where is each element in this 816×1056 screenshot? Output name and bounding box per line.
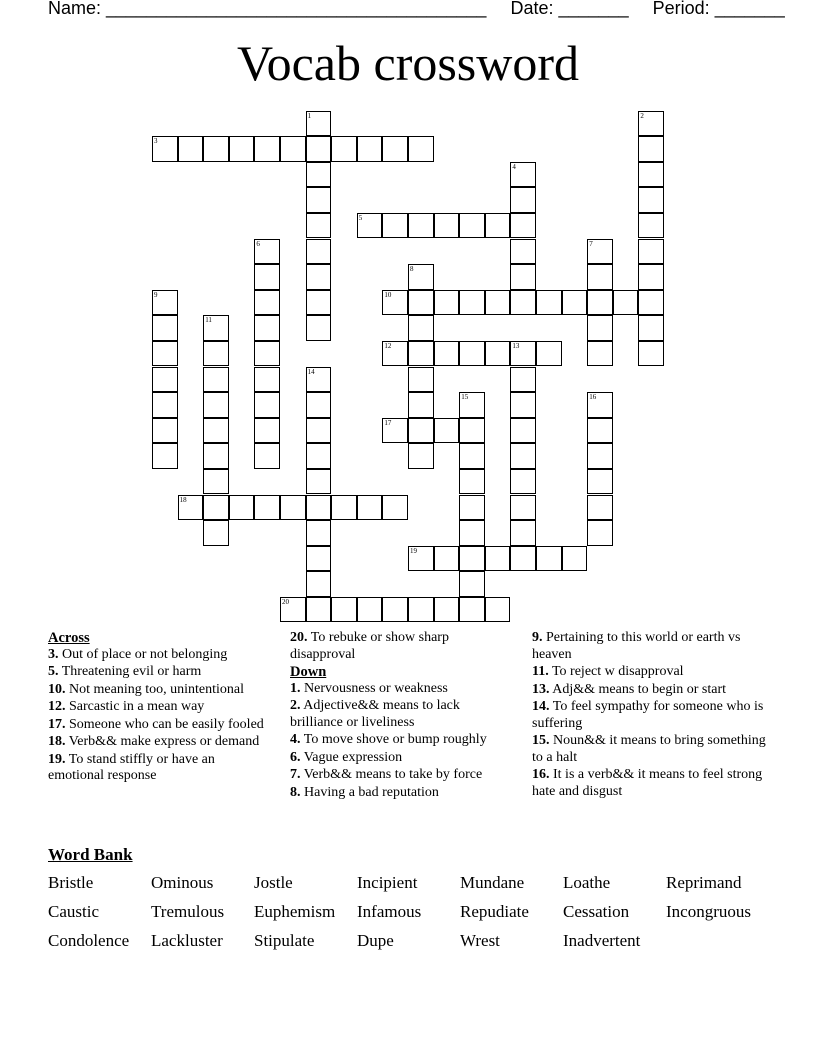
crossword-cell[interactable]	[459, 597, 485, 623]
crossword-cell[interactable]	[587, 341, 613, 367]
clue-number: 15	[461, 393, 469, 402]
word-bank-word: Cessation	[563, 902, 630, 921]
clue-text: Noun&& it means to bring something to a halt	[532, 733, 766, 765]
crossword-cell[interactable]	[306, 111, 332, 137]
crossword-cell[interactable]	[510, 239, 536, 265]
crossword-cell[interactable]	[434, 597, 460, 623]
crossword-cell[interactable]	[408, 341, 434, 367]
crossword-cell[interactable]	[510, 213, 536, 239]
crossword-cell[interactable]	[638, 111, 664, 137]
crossword-cell[interactable]	[587, 264, 613, 290]
clue-number-label: 12.	[48, 699, 66, 714]
word-bank-word: Loathe	[563, 873, 611, 892]
word-bank-word: Repudiate	[460, 902, 529, 921]
crossword-cell[interactable]	[459, 341, 485, 367]
crossword-cell[interactable]	[254, 443, 280, 469]
clue-number-label: 3.	[48, 646, 59, 662]
crossword-cell[interactable]	[306, 495, 332, 521]
crossword-cell[interactable]	[254, 136, 280, 162]
clue-number-label: 2.	[290, 698, 301, 713]
clue-text: To rebuke or show sharp disapproval	[290, 630, 449, 662]
crossword-cell[interactable]	[434, 290, 460, 316]
crossword-cell[interactable]	[306, 264, 332, 290]
crossword-cell[interactable]	[382, 341, 408, 367]
across-heading: Across	[48, 630, 90, 646]
crossword-cell[interactable]	[459, 520, 485, 546]
crossword-cell[interactable]	[280, 495, 306, 521]
crossword-cell[interactable]	[587, 443, 613, 469]
word-bank-word: Ominous	[151, 873, 214, 892]
crossword-cell[interactable]	[536, 546, 562, 572]
crossword-cell[interactable]	[510, 162, 536, 188]
crossword-cell[interactable]	[485, 341, 511, 367]
crossword-cell[interactable]	[408, 213, 434, 239]
crossword-cell[interactable]	[510, 443, 536, 469]
clue-number: 7	[589, 239, 593, 248]
crossword-cell[interactable]	[152, 443, 178, 469]
crossword-cell[interactable]	[459, 571, 485, 597]
clue-number: 14	[307, 367, 315, 376]
word-bank-word: Jostle	[254, 873, 293, 892]
word-bank-word: Inadvertent	[563, 931, 641, 950]
clue-number: 3	[154, 137, 158, 146]
crossword-cell[interactable]	[638, 162, 664, 188]
crossword-cell[interactable]	[331, 136, 357, 162]
clue-text: Threatening evil or harm	[58, 664, 202, 679]
clue-text: Nervousness or weakness	[300, 680, 448, 696]
crossword-cell[interactable]	[203, 469, 229, 495]
down-heading: Down	[290, 664, 327, 680]
clue-number-label: 17.	[48, 716, 66, 732]
crossword-cell[interactable]	[459, 418, 485, 444]
clue-item	[290, 630, 512, 663]
clue-number: 4	[512, 162, 516, 171]
clue-text: Having a bad reputation	[300, 784, 439, 800]
crossword-cell[interactable]	[408, 597, 434, 623]
clue-item	[48, 752, 270, 785]
crossword-cell[interactable]	[587, 315, 613, 341]
clue-text: Out of place or not belonging	[58, 646, 228, 662]
clue-number-label: 9.	[532, 630, 543, 645]
clue-number-label: 7.	[290, 767, 301, 782]
crossword-cell[interactable]	[408, 392, 434, 418]
crossword-cell[interactable]	[459, 443, 485, 469]
crossword-cell[interactable]	[510, 367, 536, 393]
clue-item	[290, 785, 512, 802]
crossword-cell[interactable]	[459, 392, 485, 418]
crossword-cell[interactable]	[203, 418, 229, 444]
clue-item	[48, 647, 270, 664]
clue-text: Pertaining to this world or earth vs heaven	[532, 630, 741, 662]
crossword-cell[interactable]	[203, 136, 229, 162]
crossword-cell[interactable]	[254, 392, 280, 418]
crossword-cell[interactable]	[408, 290, 434, 316]
clue-number: 6	[256, 239, 260, 248]
crossword-cell[interactable]	[408, 418, 434, 444]
crossword-cell[interactable]	[306, 239, 332, 265]
clue-text: Verb&& means to take by force	[300, 767, 483, 782]
crossword-cell[interactable]	[203, 392, 229, 418]
clue-number-label: 11.	[532, 664, 549, 679]
date-label: Date:	[510, 0, 554, 18]
clues-column-1	[48, 630, 270, 786]
word-bank-word: Tremulous	[151, 902, 225, 921]
crossword-cell[interactable]	[408, 443, 434, 469]
period-blank[interactable]: _______	[714, 0, 785, 18]
crossword-cell[interactable]	[587, 290, 613, 316]
crossword-cell[interactable]	[459, 469, 485, 495]
crossword-cell[interactable]	[203, 367, 229, 393]
crossword-cell[interactable]	[408, 264, 434, 290]
crossword-cell[interactable]	[306, 187, 332, 213]
crossword-cell[interactable]	[306, 162, 332, 188]
word-bank-word: Stipulate	[254, 931, 315, 950]
crossword-cell[interactable]	[587, 392, 613, 418]
clue-number: 9	[154, 290, 158, 299]
crossword-cell[interactable]	[306, 213, 332, 239]
crossword-cell[interactable]	[382, 418, 408, 444]
clue-number: 11	[205, 316, 212, 325]
clue-number: 19	[410, 546, 417, 555]
crossword-cell[interactable]	[306, 290, 332, 316]
clue-item	[290, 767, 512, 784]
clue-number: 18	[179, 495, 187, 504]
crossword-cell[interactable]	[510, 392, 536, 418]
crossword-cell[interactable]	[306, 571, 332, 597]
clue-text: Adjective&& means to lack brilliance or liveliness	[290, 698, 460, 730]
crossword-cell[interactable]	[203, 315, 229, 341]
clue-number: 16	[589, 393, 597, 402]
crossword-cell[interactable]	[587, 469, 613, 495]
clue-number: 13	[512, 341, 520, 350]
word-bank-word: Incongruous	[666, 902, 751, 921]
word-bank-word: Incipient	[357, 873, 418, 892]
crossword-cell[interactable]	[152, 418, 178, 444]
clue-item	[532, 767, 768, 800]
crossword-cell[interactable]	[434, 213, 460, 239]
word-bank-title: Word Bank	[48, 845, 133, 864]
crossword-cell[interactable]	[434, 341, 460, 367]
clue-number: 8	[410, 265, 414, 274]
crossword-cell[interactable]	[331, 495, 357, 521]
crossword-cell[interactable]	[306, 443, 332, 469]
word-bank-word: Wrest	[460, 931, 500, 950]
crossword-cell[interactable]	[638, 341, 664, 367]
crossword-cell[interactable]	[178, 136, 204, 162]
crossword-cell[interactable]	[357, 136, 383, 162]
crossword-cell[interactable]	[306, 136, 332, 162]
clue-item	[48, 682, 270, 699]
crossword-cell[interactable]	[485, 546, 511, 572]
clue-item	[290, 750, 512, 767]
clues-column-3	[532, 630, 768, 801]
clue-number: 20	[282, 597, 289, 606]
clue-number: 12	[384, 341, 392, 350]
crossword-cell[interactable]	[382, 597, 408, 623]
crossword-cell[interactable]	[587, 520, 613, 546]
crossword-cell[interactable]	[459, 213, 485, 239]
crossword-cell[interactable]	[587, 418, 613, 444]
crossword-cell[interactable]	[306, 418, 332, 444]
crossword-cell[interactable]	[254, 367, 280, 393]
crossword-cell[interactable]	[203, 341, 229, 367]
clue-number: 17	[384, 418, 392, 427]
crossword-cell[interactable]	[152, 290, 178, 316]
crossword-cell[interactable]	[357, 213, 383, 239]
crossword-cell[interactable]	[254, 418, 280, 444]
clue-item	[532, 733, 768, 766]
crossword-cell[interactable]	[382, 495, 408, 521]
name-label: Name:	[48, 0, 102, 18]
clue-item	[48, 734, 270, 751]
clue-text: Verb&& make express or demand	[65, 734, 260, 749]
crossword-cell[interactable]	[485, 290, 511, 316]
clue-number-label: 6.	[290, 749, 301, 765]
crossword-cell[interactable]	[382, 290, 408, 316]
crossword-cell[interactable]	[306, 469, 332, 495]
crossword-cell[interactable]	[510, 520, 536, 546]
crossword-cell[interactable]	[306, 520, 332, 546]
crossword-cell[interactable]	[152, 341, 178, 367]
crossword-cell[interactable]	[510, 469, 536, 495]
word-bank-word: Bristle	[48, 873, 94, 892]
crossword-cell[interactable]	[587, 495, 613, 521]
clue-item	[532, 682, 768, 699]
clue-number-label: 15.	[532, 733, 550, 748]
clue-number: 5	[358, 213, 363, 222]
crossword-cell[interactable]	[357, 597, 383, 623]
clue-number-label: 14.	[532, 699, 550, 714]
clue-item	[48, 717, 270, 734]
crossword-cell[interactable]	[587, 239, 613, 265]
clue-item	[290, 681, 512, 698]
crossword-cell[interactable]	[638, 136, 664, 162]
crossword-cell[interactable]	[280, 597, 306, 623]
clue-text: Adj&& means to begin or start	[549, 681, 727, 697]
clue-number-label: 8.	[290, 784, 301, 800]
crossword-cell[interactable]	[306, 367, 332, 393]
crossword-cell[interactable]	[152, 367, 178, 393]
crossword-cell[interactable]	[638, 187, 664, 213]
crossword-cell[interactable]	[152, 315, 178, 341]
crossword-cell[interactable]	[229, 495, 255, 521]
page-title: Vocab crossword	[236, 35, 580, 91]
crossword-cell[interactable]	[306, 392, 332, 418]
crossword-cell[interactable]	[254, 239, 280, 265]
word-bank	[48, 873, 788, 951]
crossword-cell[interactable]	[408, 136, 434, 162]
crossword-cell[interactable]	[152, 136, 178, 162]
crossword-cell[interactable]	[562, 290, 588, 316]
clue-number: 2	[640, 111, 644, 120]
crossword-cell[interactable]	[485, 597, 511, 623]
crossword-cell[interactable]	[510, 290, 536, 316]
crossword-cell[interactable]	[510, 546, 536, 572]
crossword-cell[interactable]	[408, 367, 434, 393]
word-bank-word: Mundane	[460, 873, 525, 892]
crossword-cell[interactable]	[638, 290, 664, 316]
clue-number-label: 5.	[48, 664, 59, 679]
clue-text: To move shove or bump roughly	[300, 732, 487, 747]
crossword-cell[interactable]	[254, 264, 280, 290]
crossword-cell[interactable]	[638, 213, 664, 239]
date-blank[interactable]: _______	[558, 0, 629, 18]
crossword-cell[interactable]	[280, 136, 306, 162]
clue-number-label: 16.	[532, 767, 550, 782]
crossword-cell[interactable]	[510, 341, 536, 367]
crossword-cell[interactable]	[306, 597, 332, 623]
name-blank[interactable]: ______________________________________	[106, 0, 487, 18]
clue-text: To feel sympathy for someone who is suffering	[532, 699, 764, 731]
clue-number-label: 1.	[290, 680, 301, 696]
clue-number-label: 13.	[532, 681, 550, 697]
clue-item	[290, 732, 512, 749]
crossword-cell[interactable]	[382, 213, 408, 239]
crossword-cell[interactable]	[459, 290, 485, 316]
crossword-cell[interactable]	[434, 418, 460, 444]
clue-number-label: 10.	[48, 681, 66, 697]
crossword-cell[interactable]	[254, 315, 280, 341]
crossword-cell[interactable]	[459, 546, 485, 572]
crossword-cell[interactable]	[638, 264, 664, 290]
crossword-cell[interactable]	[382, 136, 408, 162]
clue-text: Not meaning too, unintentional	[65, 681, 244, 697]
clue-text: To stand stiffly or have an emotional response	[48, 751, 215, 783]
clue-text: Sarcastic in a mean way	[65, 699, 205, 714]
clue-number-label: 20.	[290, 630, 308, 645]
word-bank-word: Caustic	[48, 902, 99, 921]
word-bank-word: Lackluster	[151, 931, 223, 950]
clue-text: It is a verb&& it means to feel strong hate and disgust	[532, 767, 763, 799]
crossword-cell[interactable]	[434, 546, 460, 572]
crossword-cell[interactable]	[254, 290, 280, 316]
crossword-cell[interactable]	[408, 546, 434, 572]
crossword-cell[interactable]	[510, 418, 536, 444]
crossword-cell[interactable]	[306, 546, 332, 572]
crossword-cell[interactable]	[178, 495, 204, 521]
crossword-cell[interactable]	[331, 597, 357, 623]
clue-text: To reject w disapproval	[548, 664, 684, 679]
word-bank-word: Infamous	[357, 902, 422, 921]
crossword-cell[interactable]	[562, 546, 588, 572]
clue-item	[290, 698, 512, 731]
crossword-cell[interactable]	[254, 341, 280, 367]
clue-text: Vague expression	[300, 749, 403, 765]
crossword-cell[interactable]	[306, 315, 332, 341]
clue-item	[532, 630, 768, 663]
clue-text: Someone who can be easily fooled	[65, 716, 264, 732]
clue-number: 10	[384, 290, 392, 299]
crossword-cell[interactable]	[152, 392, 178, 418]
crossword-cell[interactable]	[485, 213, 511, 239]
crossword-cell[interactable]	[203, 520, 229, 546]
crossword-cell[interactable]	[510, 495, 536, 521]
crossword-cell[interactable]	[459, 495, 485, 521]
crossword-cell[interactable]	[203, 443, 229, 469]
crossword-cell[interactable]	[510, 264, 536, 290]
clue-number-label: 4.	[290, 732, 301, 747]
clue-number-label: 19.	[48, 751, 66, 767]
crossword-cell[interactable]	[613, 290, 639, 316]
crossword-cell[interactable]	[638, 315, 664, 341]
clue-number: 1	[307, 111, 312, 120]
word-bank-word: Euphemism	[254, 902, 336, 921]
crossword-cell[interactable]	[408, 315, 434, 341]
crossword-cell[interactable]	[536, 290, 562, 316]
crossword-cell[interactable]	[203, 495, 229, 521]
crossword-cell[interactable]	[229, 136, 255, 162]
clue-item	[48, 699, 270, 716]
clue-item	[532, 699, 768, 732]
clues-column-2	[290, 630, 512, 802]
crossword-cell[interactable]	[254, 495, 280, 521]
period-label: Period:	[652, 0, 710, 18]
word-bank-word: Dupe	[357, 931, 394, 950]
crossword-cell[interactable]	[638, 239, 664, 265]
crossword-cell[interactable]	[536, 341, 562, 367]
crossword-cell[interactable]	[357, 495, 383, 521]
word-bank-word: Condolence	[48, 931, 130, 950]
word-bank-word: Reprimand	[666, 873, 742, 892]
clue-number-label: 18.	[48, 734, 66, 749]
clue-item	[532, 664, 768, 681]
clue-item	[48, 664, 270, 681]
crossword-cell[interactable]	[510, 187, 536, 213]
